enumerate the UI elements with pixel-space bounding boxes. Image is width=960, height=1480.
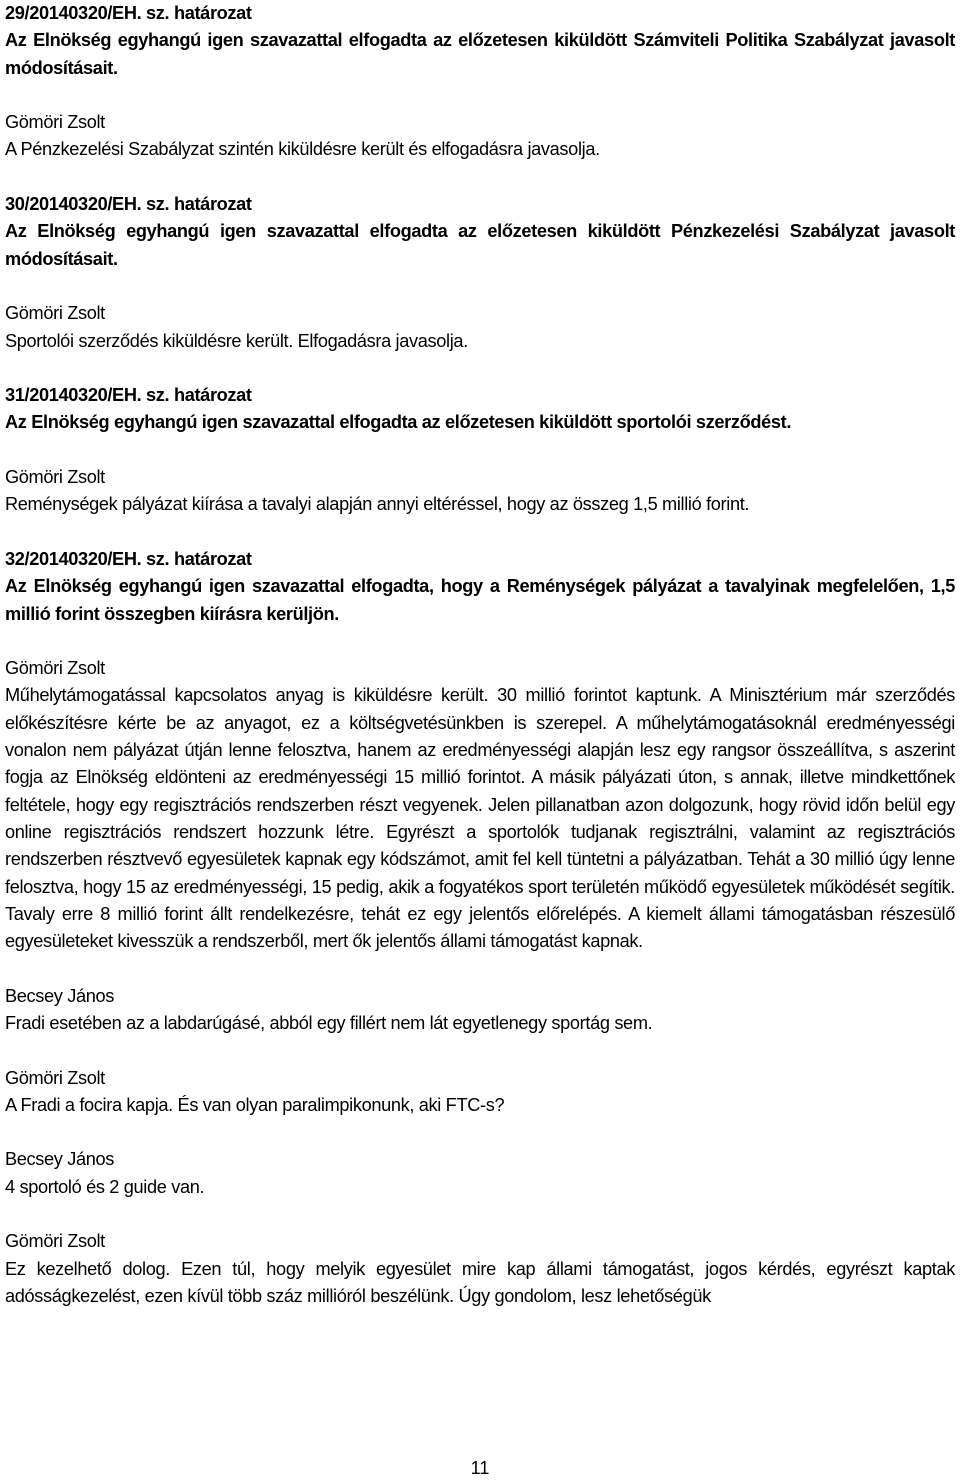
speaker-name: Gömöri Zsolt xyxy=(5,1067,105,1088)
speech-text: A Fradi a focira kapja. És van olyan paralimpikonunk, aki FTC-s? xyxy=(5,1094,505,1115)
resolution-text: Az Elnökség egyhangú igen szavazattal elfogadta az előzetesen kiküldött Számviteli Politika Szabályzat javasolt módosításait. xyxy=(5,30,955,78)
resolution-block xyxy=(5,0,955,82)
speech-block xyxy=(5,464,955,519)
speech-text: 4 sportoló és 2 guide van. xyxy=(5,1176,205,1197)
speech-block xyxy=(5,983,955,1038)
resolution-title: 30/20140320/EH. sz. határozat xyxy=(5,194,252,215)
resolution-block xyxy=(5,546,955,628)
speech-text: Ez kezelhető dolog. Ezen túl, hogy melyik egyesület mire kap állami támogatást, jogos kérdés, egyrészt kaptak adósságkezelést, ezen kívül több száz millióról beszélünk. Úgy gondolom, lesz lehetőségük xyxy=(5,1258,955,1306)
speaker-name: Gömöri Zsolt xyxy=(5,1231,105,1252)
speaker-name: Becsey János xyxy=(5,1149,115,1170)
speech-text: Reménységek pályázat kiírása a tavalyi alapján annyi eltéréssel, hogy az összeg 1,5 millió forint. xyxy=(5,494,750,515)
resolution-text: Az Elnökség egyhangú igen szavazattal elfogadta, hogy a Reménységek pályázat a tavalyinak megfelelően, 1,5 millió forint összegben kiírásra kerüljön. xyxy=(5,576,955,624)
speaker-name: Gömöri Zsolt xyxy=(5,467,105,488)
speech-text: A Pénzkezelési Szabályzat szintén kiküldésre került és elfogadásra javasolja. xyxy=(5,139,600,160)
speaker-name: Gömöri Zsolt xyxy=(5,658,105,679)
speaker-name: Gömöri Zsolt xyxy=(5,112,105,133)
resolution-title: 31/20140320/EH. sz. határozat xyxy=(5,385,252,406)
speaker-name: Gömöri Zsolt xyxy=(5,303,105,324)
speech-text: Műhelytámogatással kapcsolatos anyag is kiküldésre került. 30 millió forintot kaptunk. A Minisztérium már szerződés előkészítésre kérte be az anyagot, ez a költségvetésünkben is szerepel. A műhelytámogatásoknál eredményességi vonalon nem pályázat útján lenne felosztva, hanem az eredményességi alapján lesz egy rangsor összeállítva, s aszerint fogja az Elnökség eldönteni az eredményességi 15 millió forintot. A másik pályázati úton, s annak, illetve mindkettőnek feltétele, hogy egy regisztrációs rendszerben részt vegyenek. Jelen pillanatban azon dolgozunk, hogy rövid időn belül egy online regisztrációs rendszert hozzunk létre. Egyrészt a sportolók tudjanak regisztrálni, valamint az regisztrációs rendszerben résztvevő egyesületek kapnak egy kódszámot, amit fel kell tüntetni a pályázatban. Tehát a 30 millió úgy lenne felosztva, hogy 15 az eredményességi, 15 pedig, akik a fogyatékos sport területén működő egyesületek működését segítik. Tavaly erre 8 millió forint állt rendelkezésre, tehát ez egy jelentős előrelépés. A kiemelt állami támogatásban részesülő egyesületeket kivesszük a rendszerből, mert ők jelentős állami támogatást kapnak. xyxy=(5,685,955,952)
resolution-title: 32/20140320/EH. sz. határozat xyxy=(5,548,252,569)
page-number: 11 xyxy=(470,1458,490,1478)
speech-text: Sportolói szerződés kiküldésre került. Elfogadásra javasolja. xyxy=(5,330,468,351)
speech-block xyxy=(5,300,955,355)
speech-block xyxy=(5,1065,955,1120)
speech-block xyxy=(5,1146,955,1201)
resolution-text: Az Elnökség egyhangú igen szavazattal elfogadta az előzetesen kiküldött sportolói szerződést. xyxy=(5,412,792,433)
resolution-block xyxy=(5,191,955,273)
speech-block xyxy=(5,109,955,164)
speaker-name: Becsey János xyxy=(5,985,115,1006)
speech-block xyxy=(5,1228,955,1310)
resolution-text: Az Elnökség egyhangú igen szavazattal elfogadta az előzetesen kiküldött Pénzkezelési Szabályzat javasolt módosításait. xyxy=(5,221,955,269)
resolution-block xyxy=(5,382,955,437)
speech-block xyxy=(5,655,955,955)
document-page xyxy=(5,0,955,1310)
speech-text: Fradi esetében az a labdarúgásé, abból egy fillért nem lát egyetlenegy sportág sem. xyxy=(5,1012,653,1033)
resolution-title: 29/20140320/EH. sz. határozat xyxy=(5,3,252,23)
